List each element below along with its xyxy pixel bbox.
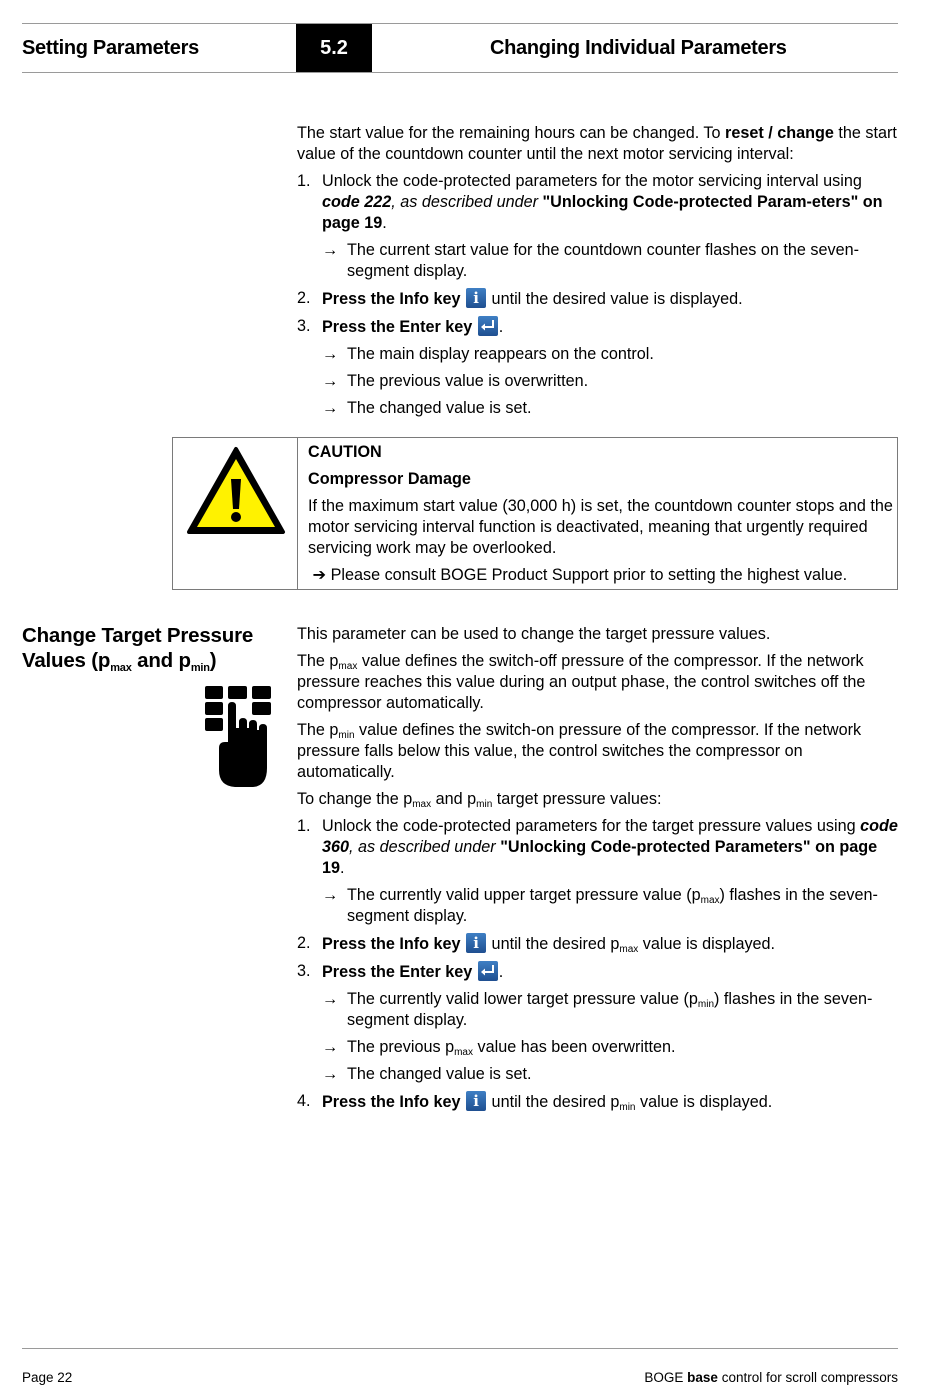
chapter-title: Changing Individual Parameters: [490, 37, 787, 59]
cross-reference-link[interactable]: "Unlocking Code-protected Parameters" on page 19: [322, 838, 878, 877]
caution-label: CAUTION: [308, 443, 382, 461]
result-item: → The current start value for the countdown counter flashes on the seven-segment display.: [322, 241, 859, 280]
keypad-hand-icon: [205, 686, 273, 790]
info-key-icon: [466, 288, 486, 308]
page-number: Page 22: [22, 1370, 73, 1385]
footer-rule: [22, 1348, 898, 1349]
caution-box: [172, 437, 898, 590]
page-header: [22, 23, 898, 73]
list-item: 3. Press the Enter key .: [297, 317, 504, 336]
target-pressure-block: [297, 624, 899, 1119]
enter-key-icon: [478, 961, 498, 981]
list-item: 2. Press the Info key i until the desired $p_{max}$ value is displayed.: [297, 933, 899, 955]
list-item: 1. Unlock the code-protected parameters for the motor servicing interval using code 222, as described under "Unlocking Code-protected Param-eters" on page 19.: [297, 172, 883, 232]
info-key-icon: [466, 1091, 486, 1111]
result-item: → The changed value is set.: [322, 399, 532, 417]
section-number: 5.2: [296, 24, 372, 72]
result-item: → The main display reappears on the control.: [322, 345, 654, 363]
list-item: 4. Press the Info key i until the desired $p_{min}$ value is displayed.: [297, 1091, 899, 1113]
result-item: → The previous $p_{max}$ value has been overwritten.: [322, 1038, 676, 1058]
result-item: → The changed value is set.: [322, 1065, 532, 1083]
step-list: [297, 816, 899, 1113]
list-item: 1. Unlock the code-protected parameters for the target pressure values using code 360, as described under "Unlocking Code-protected Parameters" on page 19.: [297, 817, 898, 877]
cross-reference-link[interactable]: "Unlocking Code-protected Param-eters" on page 19: [322, 193, 883, 232]
paragraph: The $p_{max}$ value defines the switch-off pressure of the compressor. If the network pressure reaches this value during an output phase, the control switches off the compressor automatically.: [297, 652, 866, 712]
motor-interval-block: [297, 123, 899, 425]
paragraph: The $p_{min}$ value defines the switch-on pressure of the compressor. If the network pressure falls below this value, the control switches the compressor on automatically.: [297, 721, 862, 781]
section-heading: Change Target Pressure Values ($p_{max}$ and $p_{min}$): [22, 624, 254, 674]
info-key-icon: [466, 933, 486, 953]
caution-title: Compressor Damage: [308, 470, 471, 488]
paragraph: This parameter can be used to change the target pressure values.: [297, 625, 771, 643]
intro-paragraph: The start value for the remaining hours can be changed. To reset / change the start value of the countdown counter until the next motor servicing interval:: [297, 124, 897, 163]
footer-product: BOGE base control for scroll compressors: [644, 1370, 898, 1385]
enter-key-icon: [478, 316, 498, 336]
list-item: 2. Press the Info key i until the desired value is displayed.: [297, 288, 899, 310]
caution-action: ➔ Please consult BOGE Product Support prior to setting the highest value.: [312, 566, 848, 584]
caution-body: If the maximum start value (30,000 h) is set, the countdown counter stops and the motor servicing interval function is deactivated, meaning that urgently required servicing work may be overlooked.: [308, 497, 893, 557]
step-list: [297, 171, 899, 419]
result-item: → The currently valid upper target pressure value $(p_{max})$ flashes in the seven-segment display.: [322, 886, 878, 925]
paragraph: To change the $p_{max}$ and $p_{min}$ target pressure values:: [297, 790, 662, 810]
section-title: Setting Parameters: [22, 37, 199, 59]
result-item: → The previous value is overwritten.: [322, 372, 589, 390]
list-item: 3. Press the Enter key .: [297, 962, 504, 981]
result-item: → The currently valid lower target pressure value $(p_{min})$ flashes in the seven-segment display.: [322, 990, 873, 1029]
warning-triangle-icon: [186, 445, 286, 537]
